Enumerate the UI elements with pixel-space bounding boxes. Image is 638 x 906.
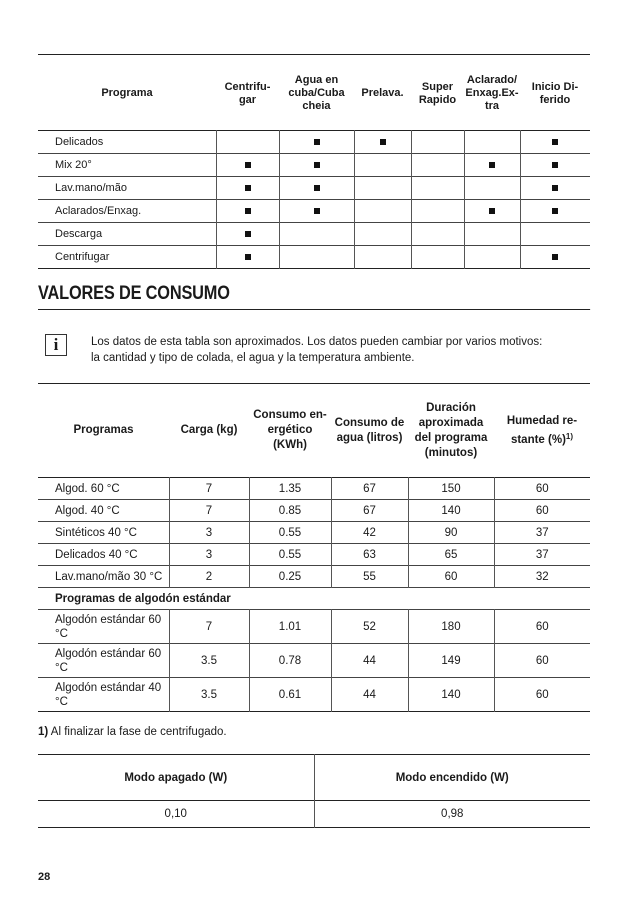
square-mark-icon bbox=[552, 185, 558, 191]
header-aclarado-extra: Aclarado/ Enxag.Ex- tra bbox=[465, 74, 519, 112]
table-row bbox=[38, 500, 590, 522]
water-value: 67 bbox=[331, 500, 408, 522]
square-mark-icon bbox=[489, 208, 495, 214]
square-mark-icon bbox=[314, 162, 320, 168]
modo-apagado-value: 0,10 bbox=[164, 808, 187, 820]
modo-encendido-value: 0,98 bbox=[314, 801, 590, 828]
table-row bbox=[38, 610, 590, 644]
energy-value: 0.55 bbox=[249, 544, 331, 566]
header-consumo-energetico: Consumo en- ergético (KWh) bbox=[253, 409, 327, 451]
square-mark-icon bbox=[245, 185, 251, 191]
header-programa: Programa bbox=[101, 87, 153, 99]
square-mark-icon bbox=[380, 139, 386, 145]
energy-value: 0.85 bbox=[249, 500, 331, 522]
load-value: 2 bbox=[169, 566, 249, 588]
options-row bbox=[38, 154, 590, 177]
header-inicio-diferido: Inicio Di- ferido bbox=[531, 80, 579, 106]
square-mark-icon bbox=[245, 162, 251, 168]
info-icon: i bbox=[45, 334, 67, 356]
options-row bbox=[38, 131, 590, 154]
square-mark-icon bbox=[245, 254, 251, 260]
option-cell bbox=[216, 131, 279, 154]
option-cell bbox=[464, 246, 520, 269]
option-cell bbox=[411, 200, 464, 223]
option-cell bbox=[520, 154, 590, 177]
square-mark-icon bbox=[489, 162, 495, 168]
footnote-ref: 1) bbox=[565, 431, 574, 441]
humidity-value: 60 bbox=[494, 500, 590, 522]
humidity-value: 60 bbox=[494, 644, 590, 678]
program-name: Algodón estándar 40 °C bbox=[55, 681, 162, 708]
program-name: Descarga bbox=[55, 228, 103, 240]
water-value: 52 bbox=[331, 610, 408, 644]
option-cell bbox=[354, 131, 411, 154]
water-value: 67 bbox=[331, 478, 408, 500]
energy-value: 1.35 bbox=[249, 478, 331, 500]
info-note bbox=[91, 334, 581, 366]
load-value: 3.5 bbox=[169, 678, 249, 712]
consumption-header-row bbox=[38, 384, 590, 478]
header-modo-apagado: Modo apagado (W) bbox=[124, 771, 228, 784]
humidity-value: 37 bbox=[494, 544, 590, 566]
group-label: Programas de algodón estándar bbox=[55, 592, 231, 605]
option-cell bbox=[411, 246, 464, 269]
water-value: 42 bbox=[331, 522, 408, 544]
program-name: Delicados bbox=[55, 136, 104, 148]
water-value: 55 bbox=[331, 566, 408, 588]
energy-value: 0.55 bbox=[249, 522, 331, 544]
option-cell bbox=[464, 177, 520, 200]
power-header-row bbox=[38, 755, 590, 801]
options-row bbox=[38, 200, 590, 223]
square-mark-icon bbox=[552, 254, 558, 260]
program-name: Sintéticos 40 °C bbox=[55, 526, 137, 539]
square-mark-icon bbox=[314, 185, 320, 191]
option-cell bbox=[411, 154, 464, 177]
header-carga: Carga (kg) bbox=[180, 424, 238, 436]
header-humedad-label: Humedad re- stante (%) bbox=[506, 414, 578, 446]
load-value: 3.5 bbox=[169, 644, 249, 678]
humidity-value: 60 bbox=[494, 478, 590, 500]
program-name: Lav.mano/mão bbox=[55, 182, 127, 194]
table-row bbox=[38, 566, 590, 588]
duration-value: 90 bbox=[408, 522, 494, 544]
option-cell bbox=[520, 223, 590, 246]
program-name: Lav.mano/mão 30 °C bbox=[55, 570, 163, 583]
option-cell bbox=[464, 131, 520, 154]
header-consumo-agua: Consumo de agua (litros) bbox=[334, 416, 405, 444]
table-row bbox=[38, 678, 590, 712]
option-cell bbox=[464, 223, 520, 246]
energy-value: 0.25 bbox=[249, 566, 331, 588]
duration-value: 60 bbox=[408, 566, 494, 588]
option-cell bbox=[354, 246, 411, 269]
header-agua-en-cuba: Agua en cuba/Cuba cheia bbox=[288, 74, 345, 112]
option-cell bbox=[354, 223, 411, 246]
option-cell bbox=[216, 200, 279, 223]
option-cell bbox=[520, 177, 590, 200]
load-value: 7 bbox=[169, 500, 249, 522]
humidity-value: 37 bbox=[494, 522, 590, 544]
square-mark-icon bbox=[245, 208, 251, 214]
load-value: 7 bbox=[169, 610, 249, 644]
header-prelavado: Prelava. bbox=[361, 87, 404, 99]
option-cell bbox=[464, 154, 520, 177]
power-modes-table bbox=[38, 754, 590, 828]
humidity-value: 32 bbox=[494, 566, 590, 588]
option-cell bbox=[354, 200, 411, 223]
square-mark-icon bbox=[314, 139, 320, 145]
header-programas: Programas bbox=[73, 424, 134, 436]
option-cell bbox=[411, 131, 464, 154]
program-name: Algod. 40 °C bbox=[55, 504, 120, 517]
water-value: 44 bbox=[331, 678, 408, 712]
program-name: Algod. 60 °C bbox=[55, 482, 120, 495]
option-cell bbox=[411, 177, 464, 200]
page-number: 28 bbox=[38, 871, 51, 883]
duration-value: 180 bbox=[408, 610, 494, 644]
option-cell bbox=[411, 223, 464, 246]
duration-value: 140 bbox=[408, 500, 494, 522]
header-modo-encendido: Modo encendido (W) bbox=[314, 755, 590, 801]
header-centrifugar: Centrifu- gar bbox=[224, 80, 271, 106]
duration-value: 150 bbox=[408, 478, 494, 500]
header-super-rapido: Super Rapido bbox=[418, 80, 457, 106]
footnote bbox=[38, 726, 227, 738]
option-cell bbox=[216, 246, 279, 269]
program-name: Mix 20° bbox=[55, 159, 92, 171]
load-value: 3 bbox=[169, 544, 249, 566]
option-cell bbox=[520, 246, 590, 269]
option-cell bbox=[279, 246, 354, 269]
load-value: 7 bbox=[169, 478, 249, 500]
footnote-marker: 1) bbox=[38, 726, 49, 738]
water-value: 44 bbox=[331, 644, 408, 678]
option-cell bbox=[216, 177, 279, 200]
square-mark-icon bbox=[552, 139, 558, 145]
option-cell bbox=[216, 154, 279, 177]
option-cell bbox=[520, 131, 590, 154]
energy-value: 1.01 bbox=[249, 610, 331, 644]
option-cell bbox=[216, 223, 279, 246]
option-cell bbox=[279, 223, 354, 246]
consumption-table bbox=[38, 383, 590, 712]
program-name: Centrifugar bbox=[55, 251, 110, 263]
load-value: 3 bbox=[169, 522, 249, 544]
option-cell bbox=[354, 177, 411, 200]
header-humedad bbox=[494, 384, 590, 478]
option-cell bbox=[279, 200, 354, 223]
group-row bbox=[38, 588, 590, 610]
table-row bbox=[38, 522, 590, 544]
humidity-value: 60 bbox=[494, 610, 590, 644]
options-row bbox=[38, 223, 590, 246]
table-row bbox=[38, 644, 590, 678]
section-title: VALORES DE CONSUMO bbox=[38, 283, 590, 310]
option-cell bbox=[279, 131, 354, 154]
option-cell bbox=[464, 200, 520, 223]
program-name: Algodón estándar 60 °C bbox=[55, 613, 162, 640]
duration-value: 140 bbox=[408, 678, 494, 712]
duration-value: 65 bbox=[408, 544, 494, 566]
square-mark-icon bbox=[552, 208, 558, 214]
option-cell bbox=[354, 154, 411, 177]
energy-value: 0.78 bbox=[249, 644, 331, 678]
header-duracion: Duración aproximada del programa (minutos) bbox=[414, 401, 488, 459]
duration-value: 149 bbox=[408, 644, 494, 678]
footnote-text: Al finalizar la fase de centrifugado. bbox=[48, 726, 227, 738]
options-row bbox=[38, 177, 590, 200]
water-value: 63 bbox=[331, 544, 408, 566]
program-name: Aclarados/Enxag. bbox=[55, 205, 142, 217]
square-mark-icon bbox=[552, 162, 558, 168]
humidity-value: 60 bbox=[494, 678, 590, 712]
options-row bbox=[38, 246, 590, 269]
power-values-row bbox=[38, 801, 590, 828]
square-mark-icon bbox=[314, 208, 320, 214]
option-cell bbox=[520, 200, 590, 223]
option-cell bbox=[279, 177, 354, 200]
square-mark-icon bbox=[245, 231, 251, 237]
info-note-line-1: Los datos de esta tabla son aproximados. Los datos pueden cambiar por varios motivos: bbox=[91, 336, 543, 348]
table-row bbox=[38, 478, 590, 500]
option-cell bbox=[279, 154, 354, 177]
options-header-row bbox=[38, 55, 590, 131]
info-note-line-2: la cantidad y tipo de colada, el agua y la temperatura ambiente. bbox=[91, 352, 415, 364]
table-row bbox=[38, 544, 590, 566]
program-name: Delicados 40 °C bbox=[55, 548, 138, 561]
energy-value: 0.61 bbox=[249, 678, 331, 712]
program-name: Algodón estándar 60 °C bbox=[55, 647, 162, 674]
program-options-table bbox=[38, 54, 590, 269]
